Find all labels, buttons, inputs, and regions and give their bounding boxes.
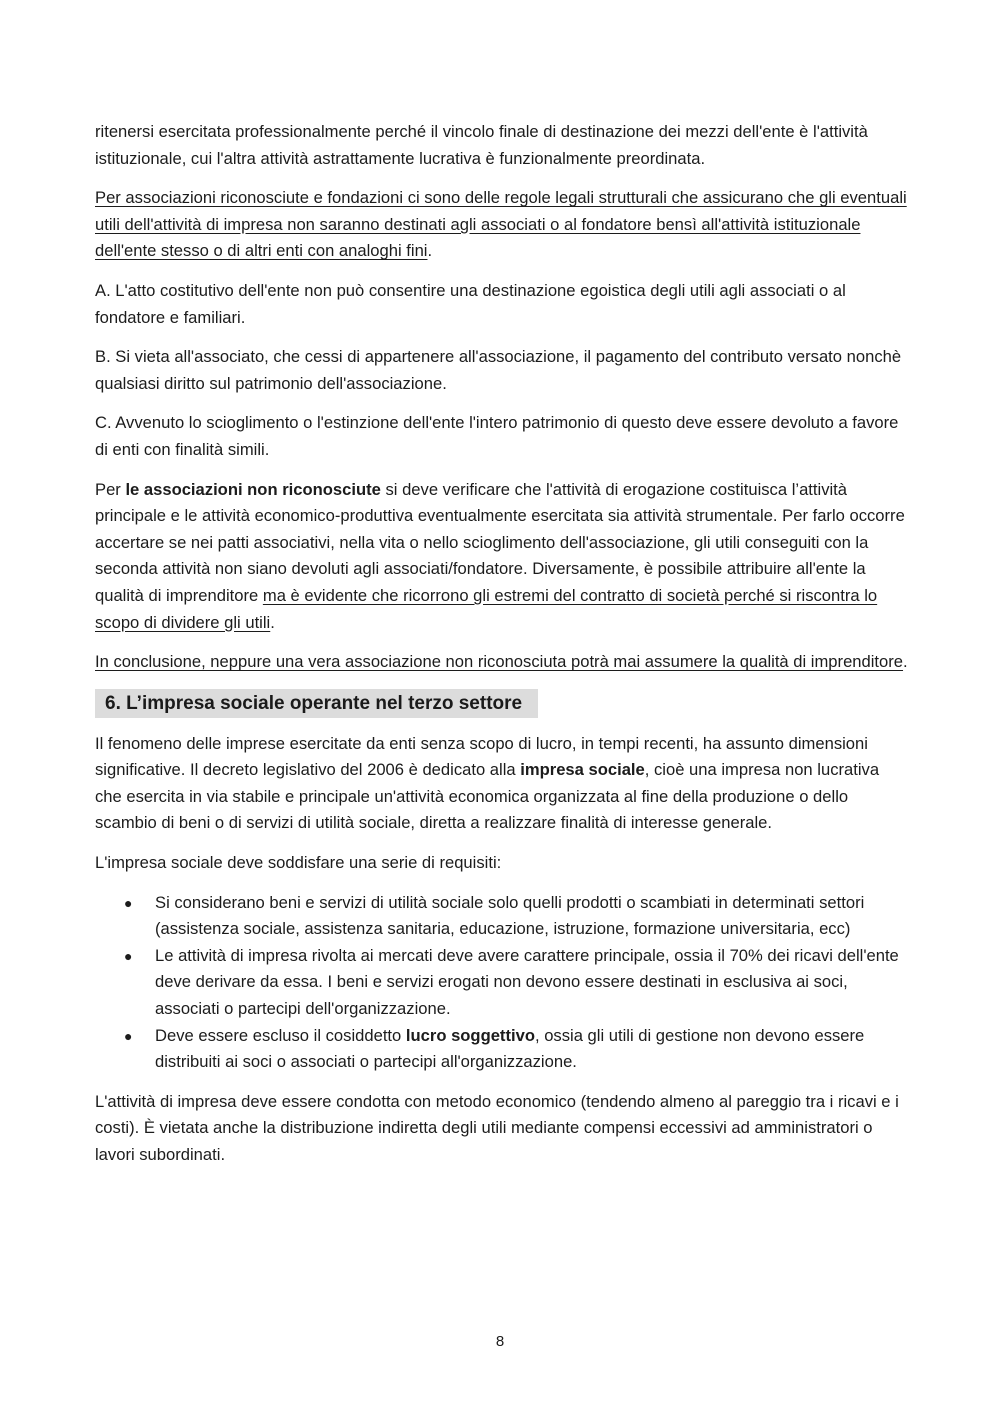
paragraph-continuation: ritenersi esercitata professionalmente perché il vincolo finale di destinazione dei mezzi dell'ente è l'attività istituzionale, cui l'altra attività astrattamente lucrativa è funzionalmente preordinata. <box>95 122 868 168</box>
bold-text: lucro soggettivo <box>405 1025 535 1045</box>
underlined-text: In conclusione, neppure una vera associazione non riconosciuta potrà mai assumere la qualità di imprenditore <box>95 652 904 672</box>
list-item: ● Deve essere escluso il cosiddetto lucro soggettivo, ossia gli utili di gestione non devono essere distribuiti ai soci o associati o partecipi all'organizzazione. <box>95 1023 910 1076</box>
underlined-text: Per associazioni riconosciute e fondazioni ci sono delle regole legali strutturali che assicurano che gli eventuali utili dell'attività di impresa non saranno destinati agli associati o al fondatore bensì all'attività istituzionale dell'ente stesso o di altri enti con analoghi fini <box>95 188 907 261</box>
requirements-list <box>95 890 910 1076</box>
paragraph-requirements-intro: L'impresa sociale deve soddisfare una serie di requisiti: <box>95 853 502 873</box>
list-item: ● Si considerano beni e servizi di utilità sociale solo quelli prodotti o scambiati in determinati settori (assistenza sociale, assistenza sanitaria, educazione, istruzione, formazione universitaria, ecc) <box>95 890 910 943</box>
rule-c: C. Avvenuto lo scioglimento o l'estinzione dell'ente l'intero patrimonio di questo deve essere devoluto a favore di enti con finalità simili. <box>95 413 899 459</box>
document-page <box>95 119 910 1182</box>
section-heading: 6. L’impresa sociale operante nel terzo settore <box>95 689 538 718</box>
rule-b: B. Si vieta all'associato, che cessi di appartenere all'associazione, il pagamento del contributo versato nonchè qualsiasi diritto sul patrimonio dell'associazione. <box>95 347 902 393</box>
bullet-icon: ● <box>124 1027 133 1044</box>
bold-text: impresa sociale <box>520 760 645 780</box>
paragraph-social-enterprise: Il fenomeno delle imprese esercitate da enti senza scopo di lucro, in tempi recenti, ha assunto dimensioni significative. Il decreto legislativo del 2006 è dedicato alla impresa sociale, cioè una impresa non lucrativa che esercita in via stabile e principale un'attività economica organizzata al fine della produzione o dello scambio di beni o di servizi di utilità sociale, diretta a realizzare finalità di interesse generale. <box>95 733 880 833</box>
paragraph-unrecognized-associations: Per le associazioni non riconosciute si deve verificare che l'attività di erogazione costituisca l’attività principale e le attività economico-produttiva eventualmente esercitata sia attività strumentale. Per farlo occorre accertare se nei patti associativi, nella vita o nello scioglimento dell'associazione, gli utili conseguiti con la seconda attività non siano devoluti agli associati/fondatore. Diversamente, è possibile attribuire all'ente la qualità di imprenditore ma è evidente che ricorrono gli estremi del contratto di società perché si riscontra lo scopo di dividere gli utili. <box>95 479 905 632</box>
list-item: ● Le attività di impresa rivolta ai mercati deve avere carattere principale, ossia il 70% dei ricavi dell'ente deve derivare da essa. I beni e servizi erogati non devono essere destinati in esclusiva ai soci, associati o partecipi dell'organizzazione. <box>95 943 910 1023</box>
page-number: 8 <box>495 1333 505 1350</box>
underlined-text: ma è evidente che ricorrono gli estremi del contratto di società perché si riscontra lo scopo di dividere gli utili <box>95 585 878 632</box>
bullet-icon: ● <box>124 894 133 911</box>
rule-a: A. L'atto costitutivo dell'ente non può consentire una destinazione egoistica degli utili agli associati o al fondatore e familiari. <box>95 280 846 327</box>
paragraph-recognized-associations: Per associazioni riconosciute e fondazioni ci sono delle regole legali strutturali che assicurano che gli eventuali utili dell'attività di impresa non saranno destinati agli associati o al fondatore bensì all'attività istituzionale dell'ente stesso o di altri enti con analoghi fini. <box>95 188 907 261</box>
bold-text: le associazioni non riconosciute <box>125 479 381 499</box>
bullet-icon: ● <box>124 947 133 964</box>
paragraph-conclusion: In conclusione, neppure una vera associazione non riconosciuta potrà mai assumere la qualità di imprenditore. <box>95 652 908 672</box>
paragraph-economic-method: L'attività di impresa deve essere condotta con metodo economico (tendendo almeno al pareggio tra i ricavi e i costi). È vietata anche la distribuzione indiretta degli utili mediante compensi eccessivi ad amministratori o lavori subordinati. <box>95 1091 899 1164</box>
